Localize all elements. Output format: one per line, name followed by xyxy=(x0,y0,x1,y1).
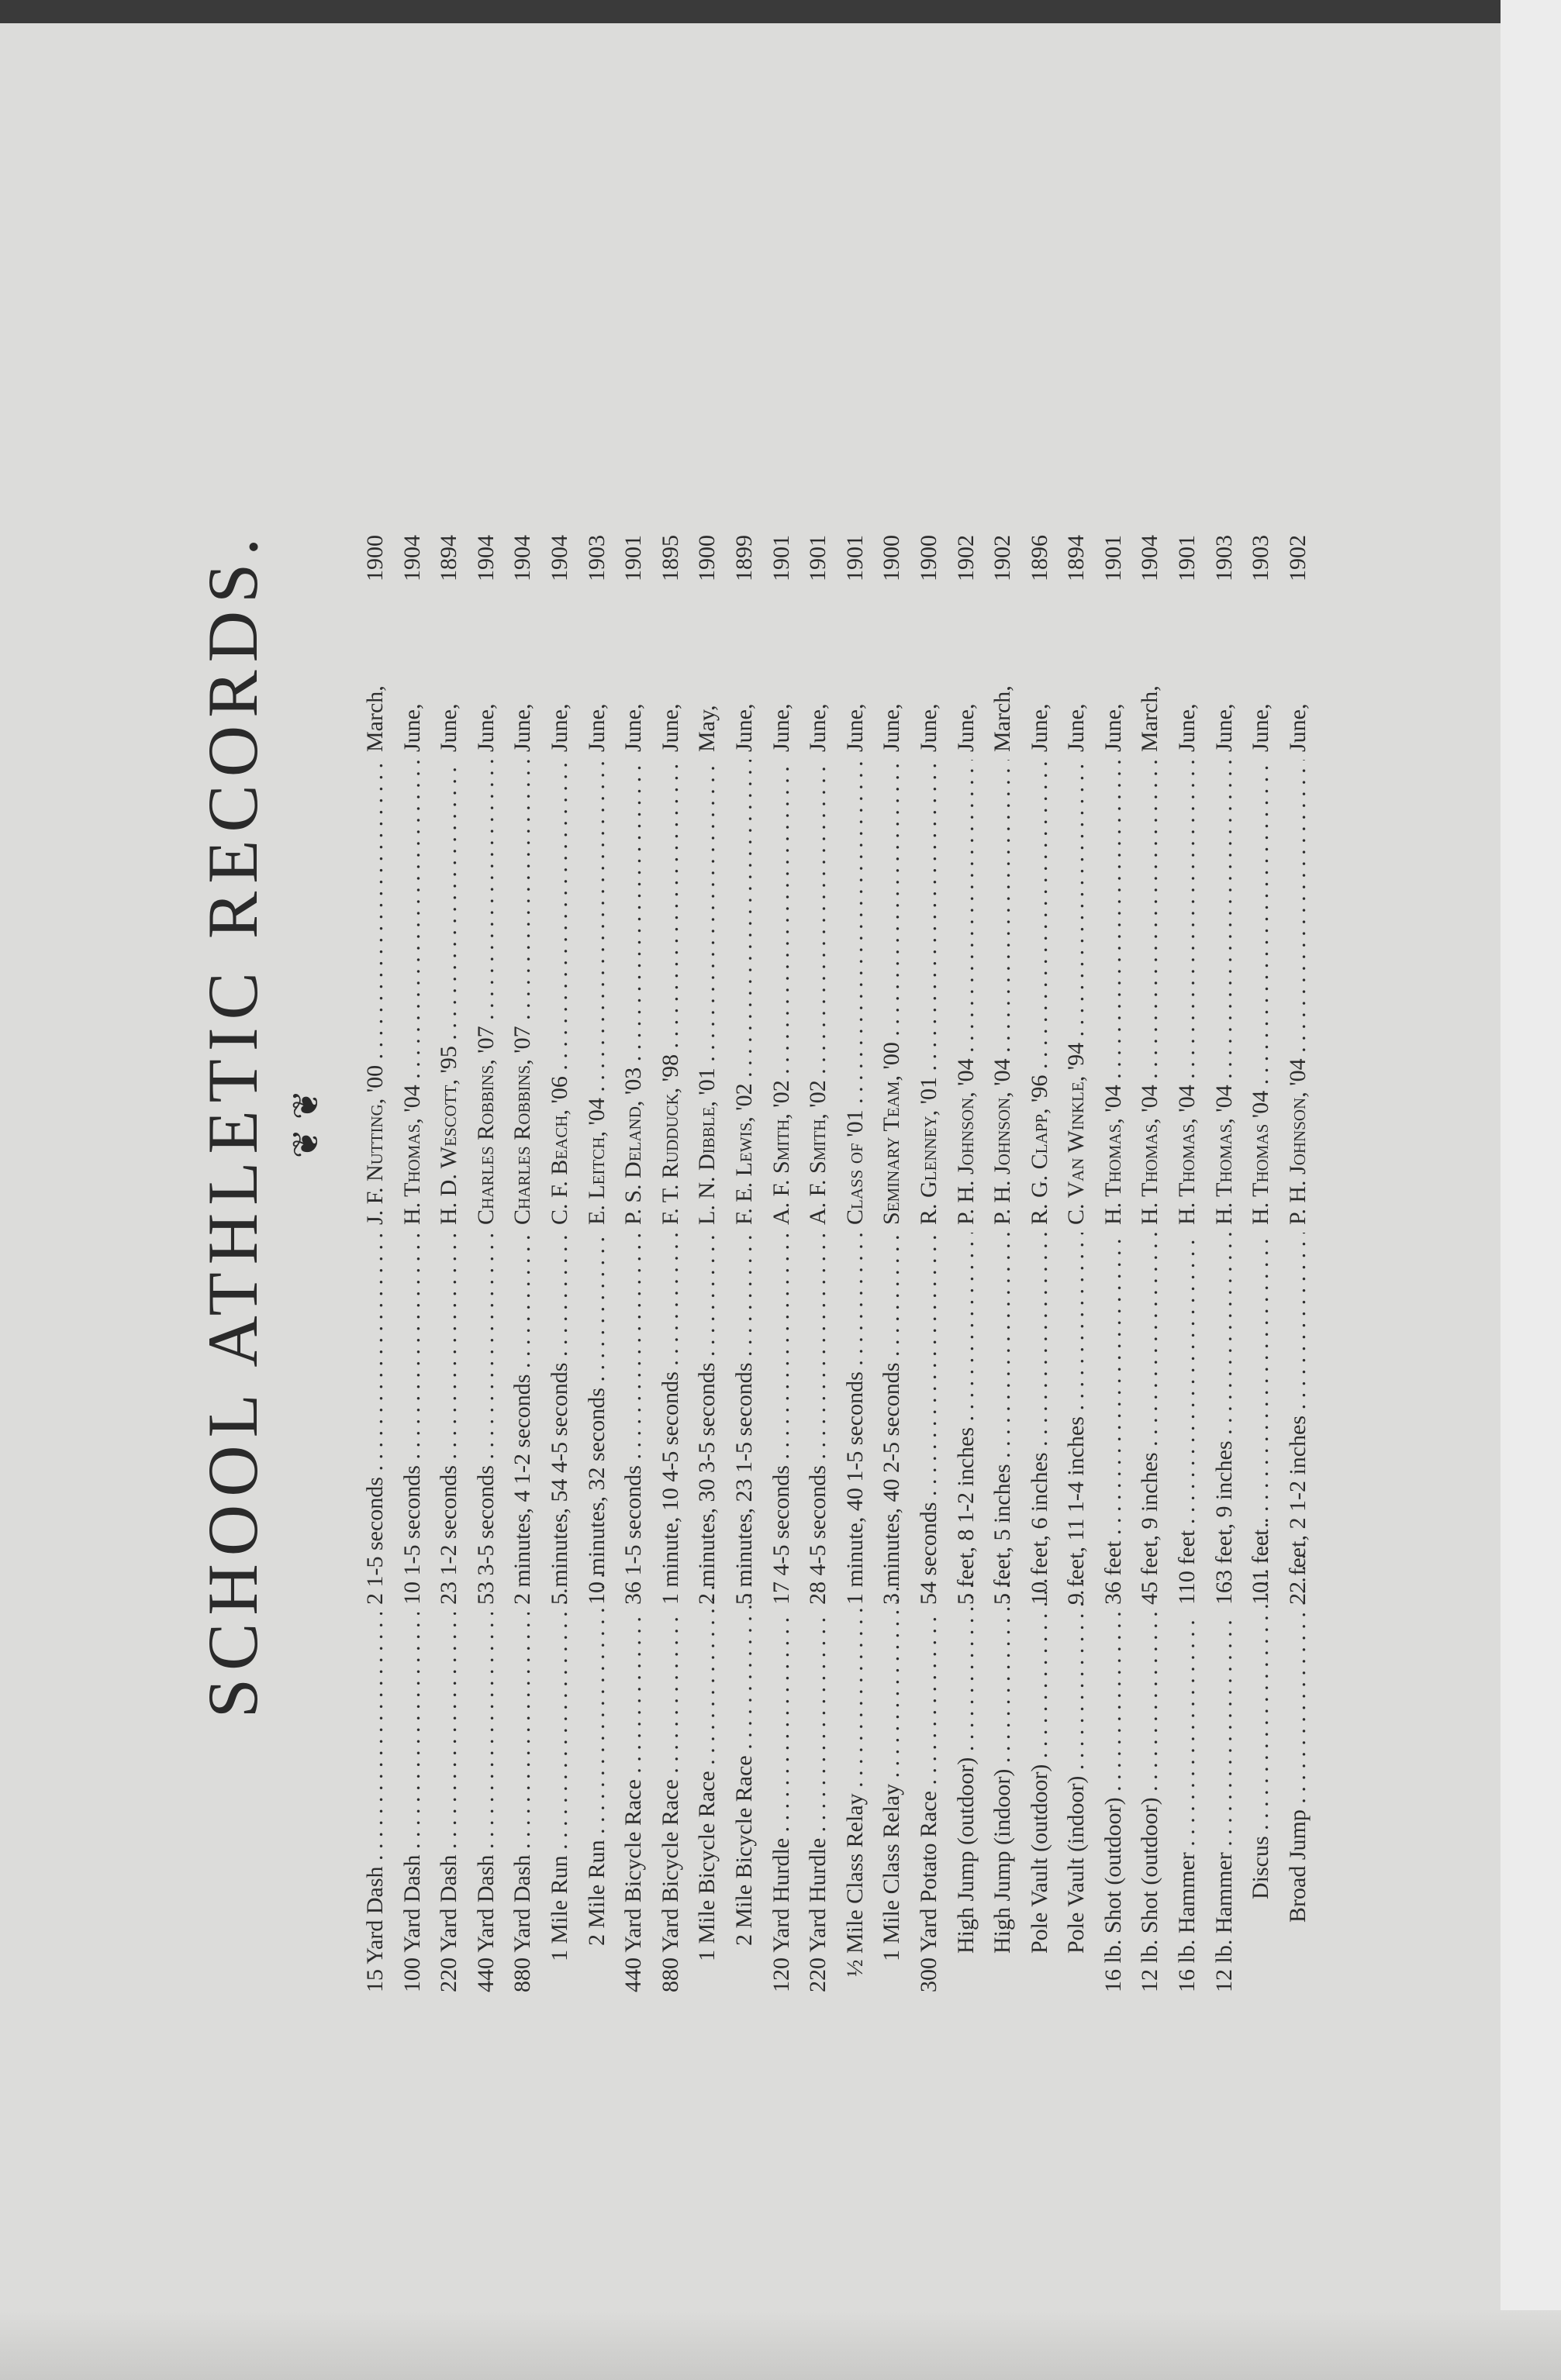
record-holder: Class of '01 . . . xyxy=(837,760,874,1225)
record-event: Broad Jump . . . xyxy=(1280,1543,1317,1992)
record-month: June, xyxy=(768,703,794,752)
page-title: SCHOOL ATHLETIC RECORDS. xyxy=(193,529,272,1719)
record-row xyxy=(430,233,468,2016)
record-event: 12 lb. Shot (outdoor) . . . xyxy=(1131,1613,1169,1992)
record-holder: H. Thomas, '04 . . . xyxy=(1095,760,1132,1225)
record-row xyxy=(726,233,763,2016)
record-year: 1903 xyxy=(1248,535,1274,581)
record-year: 1904 xyxy=(509,535,536,581)
record-year: 1901 xyxy=(620,535,647,581)
record-time: 5 feet, 8 1-2 inches . . . xyxy=(948,1233,985,1605)
record-month: June, xyxy=(1026,703,1052,752)
record-event: 2 Mile Bicycle Race . . . xyxy=(726,1566,763,1992)
record-event: 120 Yard Hurdle . . . xyxy=(763,1613,800,1992)
record-year: 1901 xyxy=(1100,535,1126,581)
record-row xyxy=(910,233,948,2016)
record-year: 1894 xyxy=(436,535,462,581)
record-event: High Jump (outdoor) . . . xyxy=(948,1574,985,1992)
record-year: 1900 xyxy=(915,535,941,581)
record-event: 220 Yard Hurdle . . . xyxy=(799,1613,837,1992)
record-holder: Charles Robbins, '07 . . . xyxy=(468,760,505,1225)
record-row xyxy=(468,233,505,2016)
record-event: 16 lb. Shot (outdoor) . . . xyxy=(1095,1613,1132,1992)
record-holder: R. Glenney, '01 . . . xyxy=(910,760,948,1225)
record-event: 1 Mile Bicycle Race . . . xyxy=(689,1581,726,1992)
record-time: 5 feet, 5 inches . . . xyxy=(984,1233,1021,1605)
record-event: ½ Mile Class Relay . . . xyxy=(837,1597,874,1992)
record-time: 22 feet, 2 1-2 inches . . . xyxy=(1280,1233,1317,1605)
record-row xyxy=(689,233,726,2016)
record-event: High Jump (indoor) . . . xyxy=(984,1574,1021,1992)
record-month: March, xyxy=(1137,685,1163,752)
record-year: 1899 xyxy=(730,535,757,581)
records-table xyxy=(357,233,1316,2016)
record-year: 1901 xyxy=(768,535,794,581)
rotated-content xyxy=(193,233,1311,2016)
record-month: March, xyxy=(989,685,1016,752)
record-month: March, xyxy=(362,685,388,752)
record-event: 440 Yard Bicycle Race . . . xyxy=(615,1613,652,1992)
record-time: 163 feet, 9 inches . . . xyxy=(1206,1233,1243,1605)
record-month: June, xyxy=(620,703,647,752)
record-time: 3 minutes, 40 2-5 seconds . . . xyxy=(873,1233,910,1605)
record-row xyxy=(948,233,985,2016)
record-time: 10 1-5 seconds . . . xyxy=(394,1233,431,1605)
record-month: June, xyxy=(1284,703,1311,752)
record-holder: F. E. Lewis, '02 . . . xyxy=(726,760,763,1225)
page-edge xyxy=(1501,0,1561,2380)
record-year: 1901 xyxy=(1174,535,1200,581)
record-year: 1903 xyxy=(1210,535,1237,581)
record-holder: R. G. Clapp, '96 . . . xyxy=(1021,760,1059,1225)
record-time: 2 minutes, 4 1-2 seconds . . . xyxy=(504,1233,541,1605)
record-row xyxy=(1058,233,1095,2016)
record-month: June, xyxy=(509,703,536,752)
record-month: June, xyxy=(583,703,610,752)
record-holder: F. T. Rudduck, '98 . . . xyxy=(652,760,689,1225)
record-event: 100 Yard Dash . . . xyxy=(394,1613,431,1992)
record-event: 12 lb. Hammer . . . xyxy=(1206,1613,1243,1992)
record-holder: E. Leitch, '04 . . . xyxy=(578,760,616,1225)
record-month: June, xyxy=(1100,703,1126,752)
record-row xyxy=(1131,233,1169,2016)
record-month: June, xyxy=(915,703,941,752)
record-time: 9 feet, 11 1-4 inches . . . xyxy=(1058,1233,1095,1605)
record-month: June, xyxy=(952,703,979,752)
record-month: May, xyxy=(694,705,720,752)
record-holder: P. H. Johnson, '04 . . . xyxy=(948,760,985,1225)
record-holder: H. Thomas, '04 . . . xyxy=(1206,760,1243,1225)
record-month: June, xyxy=(1248,703,1274,752)
record-year: 1904 xyxy=(1137,535,1163,581)
record-time: 1 minute, 40 1-5 seconds . . . xyxy=(837,1233,874,1605)
record-time: 110 feet . . . xyxy=(1169,1233,1206,1605)
record-month: June, xyxy=(1210,703,1237,752)
record-holder: P. S. Deland, '03 . . . xyxy=(615,760,652,1225)
record-holder: H. Thomas, '04 . . . xyxy=(394,760,431,1225)
record-month: June, xyxy=(1063,703,1090,752)
record-year: 1903 xyxy=(583,535,610,581)
record-row xyxy=(615,233,652,2016)
record-year: 1901 xyxy=(805,535,831,581)
record-month: June, xyxy=(805,703,831,752)
record-event: 16 lb. Hammer . . . xyxy=(1169,1613,1206,1992)
record-holder: C. F. Beach, '06 . . . xyxy=(541,760,578,1225)
record-row xyxy=(799,233,837,2016)
record-time: 54 seconds . . . xyxy=(910,1233,948,1605)
record-year: 1904 xyxy=(399,535,425,581)
record-row xyxy=(1280,233,1317,2016)
record-holder: Seminary Team, '00 . . . xyxy=(873,760,910,1225)
record-month: June, xyxy=(657,703,683,752)
record-row xyxy=(394,233,431,2016)
record-year: 1896 xyxy=(1026,535,1052,581)
record-holder: C. Van Winkle, '94 . . . xyxy=(1058,760,1095,1225)
record-event: 1 Mile Class Relay . . . xyxy=(873,1581,910,1992)
record-event: 880 Yard Dash . . . xyxy=(504,1613,541,1992)
record-row xyxy=(837,233,874,2016)
record-time: 101 feet . . . xyxy=(1242,1233,1280,1605)
record-time: 17 4-5 seconds . . . xyxy=(763,1233,800,1605)
record-time: 2 1-5 seconds . . . xyxy=(357,1233,394,1605)
record-row xyxy=(504,233,541,2016)
record-year: 1902 xyxy=(952,535,979,581)
record-year: 1901 xyxy=(841,535,868,581)
record-time: 10 feet, 6 inches . . . xyxy=(1021,1233,1059,1605)
record-row xyxy=(578,233,616,2016)
record-event: Discus . . . xyxy=(1242,1519,1280,1992)
record-year: 1904 xyxy=(546,535,572,581)
record-row xyxy=(1206,233,1243,2016)
record-event: 15 Yard Dash . . . xyxy=(357,1613,394,1992)
record-time: 10 minutes, 32 seconds . . . xyxy=(578,1233,616,1605)
record-month: June, xyxy=(841,703,868,752)
record-holder: P. H. Johnson, '04 . . . xyxy=(984,760,1021,1225)
record-time: 1 minute, 10 4-5 seconds . . . xyxy=(652,1233,689,1605)
record-event: 300 Yard Potato Race . . . xyxy=(910,1613,948,1992)
record-event: Pole Vault (outdoor) . . . xyxy=(1021,1574,1059,1992)
record-row xyxy=(1169,233,1206,2016)
record-year: 1900 xyxy=(879,535,905,581)
record-year: 1902 xyxy=(989,535,1016,581)
record-row xyxy=(763,233,800,2016)
record-time: 45 feet, 9 inches . . . xyxy=(1131,1233,1169,1605)
record-event: 1 Mile Run . . . xyxy=(541,1581,578,1992)
record-row xyxy=(541,233,578,2016)
record-holder: H. Thomas, '04 . . . xyxy=(1131,760,1169,1225)
record-row xyxy=(873,233,910,2016)
fleuron-ornament: ❦ ❦ xyxy=(286,1089,326,1159)
record-holder: H. Thomas, '04 . . . xyxy=(1169,760,1206,1225)
record-time: 2 minutes, 30 3-5 seconds . . . xyxy=(689,1233,726,1605)
record-year: 1894 xyxy=(1063,535,1090,581)
record-holder: A. F. Smith, '02 . . . xyxy=(763,760,800,1225)
record-event: 2 Mile Run . . . xyxy=(578,1566,616,1992)
record-event: 220 Yard Dash . . . xyxy=(430,1613,468,1992)
record-row xyxy=(1095,233,1132,2016)
record-time: 5 minutes, 54 4-5 seconds . . . xyxy=(541,1233,578,1605)
record-row xyxy=(652,233,689,2016)
record-time: 53 3-5 seconds . . . xyxy=(468,1233,505,1605)
record-event: 880 Yard Bicycle Race . . . xyxy=(652,1613,689,1992)
record-row xyxy=(984,233,1021,2016)
record-time: 5 minutes, 23 1-5 seconds . . . xyxy=(726,1233,763,1605)
record-time: 23 1-2 seconds . . . xyxy=(430,1233,468,1605)
record-holder: L. N. Dibble, '01 . . . xyxy=(689,760,726,1225)
page-bottom-shadow xyxy=(0,2310,1561,2380)
record-row xyxy=(357,233,394,2016)
record-year: 1900 xyxy=(362,535,388,581)
record-year: 1902 xyxy=(1284,535,1311,581)
record-time: 28 4-5 seconds . . . xyxy=(799,1233,837,1605)
record-row xyxy=(1242,233,1280,2016)
record-event: Pole Vault (indoor) . . . xyxy=(1058,1574,1095,1992)
record-holder: Charles Robbins, '07 . . . xyxy=(504,760,541,1225)
record-month: June, xyxy=(1174,703,1200,752)
record-holder: H. Thomas '04 . . . xyxy=(1242,760,1280,1225)
record-month: June, xyxy=(472,703,499,752)
record-holder: H. D. Wescott, '95 . . . xyxy=(430,760,468,1225)
record-time: 36 1-5 seconds . . . xyxy=(615,1233,652,1605)
record-event: 440 Yard Dash . . . xyxy=(468,1613,505,1992)
record-year: 1904 xyxy=(472,535,499,581)
record-month: June, xyxy=(399,703,425,752)
record-holder: A. F. Smith, '02 . . . xyxy=(799,760,837,1225)
record-month: June, xyxy=(879,703,905,752)
record-holder: P. H. Johnson, '04 . . . xyxy=(1280,760,1317,1225)
record-year: 1895 xyxy=(657,535,683,581)
record-month: June, xyxy=(546,703,572,752)
record-month: June, xyxy=(730,703,757,752)
record-time: 36 feet . . . xyxy=(1095,1233,1132,1605)
record-year: 1900 xyxy=(694,535,720,581)
record-row xyxy=(1021,233,1059,2016)
record-holder: J. F. Nutting, '00 . . . xyxy=(357,760,394,1225)
record-month: June, xyxy=(436,703,462,752)
